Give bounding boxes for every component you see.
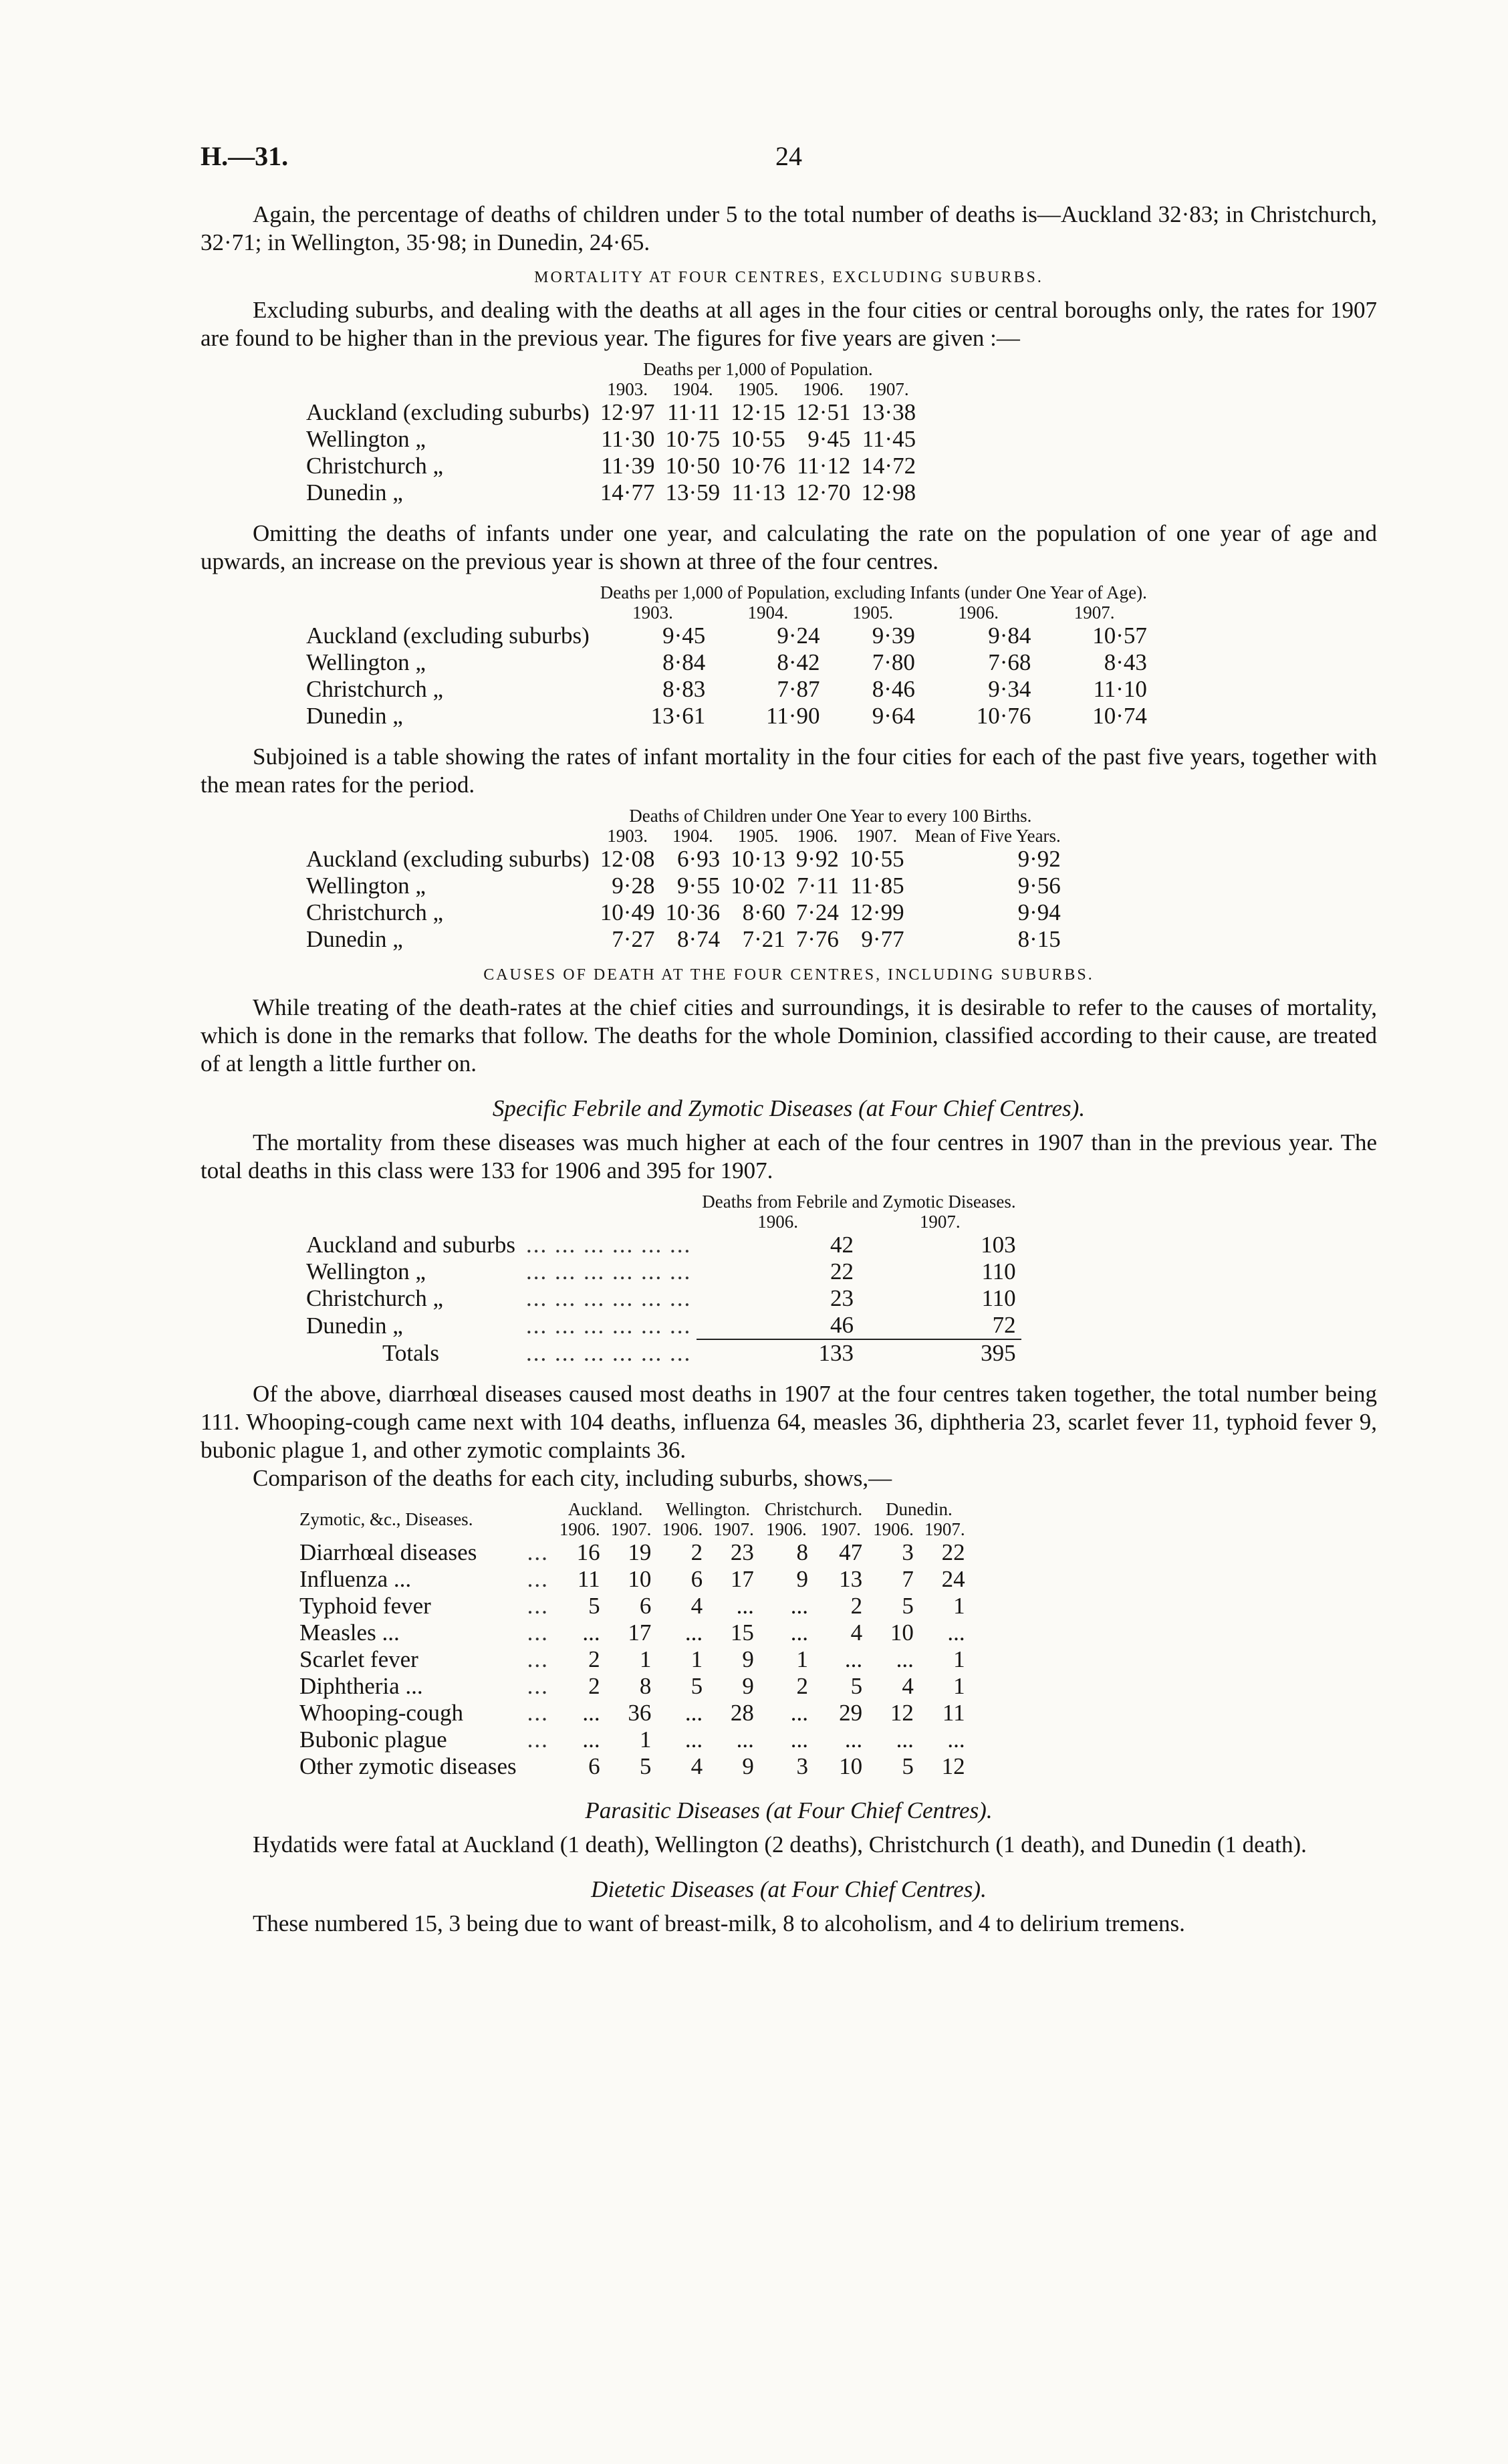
year-header: 1906. bbox=[803, 379, 844, 399]
table-deaths-per-1000 bbox=[301, 359, 1377, 506]
cell: 8·60 bbox=[742, 899, 785, 925]
cell: ... bbox=[844, 1646, 863, 1672]
row-label: Auckland (excluding suburbs) bbox=[306, 846, 590, 872]
row-label: Wellington „ bbox=[306, 426, 426, 452]
section-heading-mortality: MORTALITY AT FOUR CENTRES, EXCLUDING SUBURBS. bbox=[534, 269, 1043, 286]
leader-dots: ... bbox=[527, 1539, 549, 1565]
cell: 17 bbox=[628, 1619, 652, 1646]
cell: ... bbox=[790, 1700, 808, 1726]
cell: 7·76 bbox=[795, 926, 839, 952]
row-label: Typhoid fever bbox=[299, 1593, 431, 1619]
cell: 8·43 bbox=[1104, 649, 1147, 675]
cell: 7·80 bbox=[872, 649, 915, 675]
year-header: 1904. bbox=[672, 826, 713, 846]
leader-dots: ... bbox=[527, 1673, 549, 1699]
cell: 1 bbox=[639, 1726, 652, 1753]
cell: 5 bbox=[588, 1593, 600, 1619]
table-row bbox=[301, 623, 1152, 649]
city-header: Christchurch. bbox=[764, 1499, 863, 1519]
leader-dots: ... bbox=[527, 1593, 549, 1619]
cell: 9·94 bbox=[1017, 899, 1061, 925]
table-row bbox=[294, 1566, 971, 1593]
cell: 1 bbox=[690, 1646, 703, 1672]
cell: 12·70 bbox=[795, 479, 851, 506]
cell: 10·50 bbox=[665, 453, 721, 479]
row-label: Dunedin „ bbox=[306, 479, 403, 506]
table-row bbox=[301, 846, 1066, 873]
cell: 9·84 bbox=[988, 623, 1031, 649]
leader-dots: ... ... ... ... ... ... bbox=[526, 1339, 692, 1366]
cell: 10·76 bbox=[976, 703, 1031, 729]
total-cell: 395 bbox=[859, 1339, 1021, 1367]
cell: 22 bbox=[941, 1539, 965, 1565]
cell: ... bbox=[736, 1726, 754, 1753]
table-row bbox=[294, 1593, 971, 1619]
cell: 4 bbox=[690, 1593, 703, 1619]
cell: 5 bbox=[902, 1593, 914, 1619]
cell: 9·39 bbox=[872, 623, 915, 649]
cell: 12·15 bbox=[731, 399, 785, 425]
table-row bbox=[301, 1258, 1021, 1285]
cell: 12·99 bbox=[849, 899, 904, 925]
cell: ... bbox=[582, 1619, 600, 1646]
cell: 9·55 bbox=[676, 873, 721, 899]
cell: 9 bbox=[796, 1566, 808, 1592]
year-header: 1906. bbox=[873, 1519, 914, 1539]
cell: 7·27 bbox=[612, 926, 655, 952]
year-header: 1906. bbox=[797, 826, 838, 846]
cell: 16 bbox=[576, 1539, 600, 1565]
cell: 10 bbox=[839, 1753, 863, 1779]
cell: 7·87 bbox=[777, 676, 820, 702]
cell: 10·36 bbox=[665, 899, 721, 925]
row-label: Wellington „ bbox=[306, 873, 426, 899]
cell: 46 bbox=[830, 1312, 854, 1338]
year-header: 1903. bbox=[607, 826, 648, 846]
cell: 1 bbox=[953, 1646, 965, 1672]
cell: 9·34 bbox=[988, 676, 1031, 702]
year-header: 1907. bbox=[713, 1519, 754, 1539]
leader-dots: ... ... ... ... ... ... bbox=[526, 1232, 692, 1258]
year-header: 1907. bbox=[1074, 602, 1115, 623]
cell: 2 bbox=[796, 1673, 808, 1699]
mortality-paragraph: Excluding suburbs, and dealing with the deaths at all ages in the four cities or central boroughs only, the rates for 1907 are found to be higher than in the previous year. The figures for five years are given :— bbox=[201, 297, 1377, 351]
cell: 11·45 bbox=[862, 426, 916, 452]
section-heading-causes: CAUSES OF DEATH AT THE FOUR CENTRES, INCLUDING SUBURBS. bbox=[483, 966, 1094, 984]
parasitic-paragraph: Hydatids were fatal at Auckland (1 death), Wellington (2 deaths), Christchurch (1 death), and Dunedin (1 death). bbox=[253, 1831, 1307, 1858]
cell: ... bbox=[582, 1700, 600, 1726]
diarrhoeal-paragraph: Of the above, diarrhœal diseases caused most deaths in 1907 at the four centres taken together, the total number being 111. Whooping-cough came next with 104 deaths, influenza 64, measles 36, diphtheria 23, scarlet fever 11, typhoid fever 9, bubonic plague 1, and other zymotic complaints 36. bbox=[201, 1381, 1377, 1463]
table-row bbox=[294, 1726, 971, 1753]
cell: 12 bbox=[941, 1753, 965, 1779]
cell: 1 bbox=[796, 1646, 808, 1672]
cell: ... bbox=[790, 1619, 808, 1646]
subheading-zymotic: Specific Febrile and Zymotic Diseases (at Four Chief Centres). bbox=[492, 1095, 1086, 1121]
cell: ... bbox=[844, 1726, 863, 1753]
cell: 8·42 bbox=[777, 649, 820, 675]
cell: 6·93 bbox=[676, 846, 721, 872]
leader-dots: ... bbox=[527, 1646, 549, 1672]
cell: 12·51 bbox=[795, 399, 851, 425]
cell: ... bbox=[896, 1726, 914, 1753]
cell: ... bbox=[582, 1726, 600, 1753]
cell: 9 bbox=[742, 1646, 754, 1672]
leader-dots: ... ... ... ... ... ... bbox=[526, 1258, 692, 1284]
table-row bbox=[301, 1232, 1021, 1258]
cell: ... bbox=[684, 1726, 703, 1753]
table-row bbox=[294, 1646, 971, 1673]
cell: ... bbox=[790, 1593, 808, 1619]
cell: 9·92 bbox=[1017, 846, 1061, 872]
cell: 10·75 bbox=[665, 426, 721, 452]
row-label: Other zymotic diseases bbox=[299, 1753, 517, 1779]
table-row bbox=[301, 703, 1152, 730]
row-label: Wellington „ bbox=[306, 1258, 426, 1284]
cell: 110 bbox=[981, 1285, 1016, 1311]
row-label: Auckland and suburbs bbox=[306, 1232, 516, 1258]
table-row bbox=[294, 1539, 971, 1566]
year-header: 1905. bbox=[737, 826, 779, 846]
cell: 8·46 bbox=[872, 676, 915, 702]
cell: 9·24 bbox=[777, 623, 820, 649]
table-row bbox=[301, 899, 1066, 926]
cell: 72 bbox=[992, 1312, 1016, 1338]
year-header: 1905. bbox=[737, 379, 779, 399]
cell: 22 bbox=[830, 1258, 854, 1284]
year-header: 1906. bbox=[757, 1212, 798, 1232]
cell: ... bbox=[684, 1700, 703, 1726]
cell: 6 bbox=[690, 1566, 703, 1592]
cell: 13·61 bbox=[650, 703, 706, 729]
year-header: 1907. bbox=[919, 1212, 961, 1232]
cell: ... bbox=[736, 1593, 754, 1619]
leader-dots: ... bbox=[527, 1700, 549, 1726]
cell: 8 bbox=[639, 1673, 652, 1699]
total-cell: 133 bbox=[697, 1339, 859, 1367]
row-label: Dunedin „ bbox=[306, 926, 403, 952]
table-row bbox=[301, 926, 1066, 953]
causes-paragraph: While treating of the death-rates at the chief cities and surroundings, it is desirable to refer to the causes of mortality, which is done in the remarks that follow. The deaths for the whole Dominion, classified according to their cause, are treated of at length a little further on. bbox=[201, 994, 1377, 1077]
cell: 12·97 bbox=[600, 399, 655, 425]
cell: 9·56 bbox=[1017, 873, 1061, 899]
cell: 10·13 bbox=[731, 846, 785, 872]
row-label: Dunedin „ bbox=[306, 703, 403, 729]
cell: 10·57 bbox=[1092, 623, 1147, 649]
cell: 9 bbox=[742, 1673, 754, 1699]
cell: 36 bbox=[628, 1700, 652, 1726]
table-febrile-zymotic bbox=[301, 1192, 1377, 1367]
year-header: 1906. bbox=[559, 1519, 600, 1539]
cell: ... bbox=[684, 1619, 703, 1646]
cell: 11·13 bbox=[731, 479, 785, 506]
year-header: 1907. bbox=[820, 1519, 861, 1539]
cell: 11·30 bbox=[601, 426, 655, 452]
row-label: Bubonic plague bbox=[299, 1726, 447, 1753]
row-label: Whooping-cough bbox=[299, 1700, 463, 1726]
table-row bbox=[301, 1312, 1021, 1339]
cell: 2 bbox=[850, 1593, 863, 1619]
cell: 11·85 bbox=[850, 873, 904, 899]
leader-dots bbox=[522, 1753, 554, 1780]
cell: 15 bbox=[730, 1619, 754, 1646]
table-row bbox=[301, 426, 921, 453]
cell: 110 bbox=[981, 1258, 1016, 1284]
table-row bbox=[301, 676, 1152, 703]
cell: 47 bbox=[839, 1539, 863, 1565]
cell: ... bbox=[896, 1646, 914, 1672]
cell: 10·74 bbox=[1092, 703, 1147, 729]
table-deaths-excluding-infants bbox=[301, 582, 1377, 730]
leader-dots: ... ... ... ... ... ... bbox=[526, 1312, 692, 1339]
cell: 7 bbox=[902, 1566, 914, 1592]
cell: 12·08 bbox=[600, 846, 655, 872]
cell: 11·12 bbox=[797, 453, 851, 479]
row-label: Auckland (excluding suburbs) bbox=[306, 623, 590, 649]
cell: 2 bbox=[588, 1646, 600, 1672]
cell: 2 bbox=[588, 1673, 600, 1699]
year-header: 1907. bbox=[856, 826, 898, 846]
table-caption: Deaths of Children under One Year to every 100 Births. bbox=[629, 806, 1032, 826]
cell: 12·98 bbox=[861, 479, 916, 506]
col-label: Zymotic, &c., Diseases. bbox=[299, 1509, 473, 1529]
cell: 11·39 bbox=[601, 453, 655, 479]
table-row bbox=[294, 1673, 971, 1700]
year-header: 1906. bbox=[766, 1519, 807, 1539]
cell: 10·49 bbox=[600, 899, 655, 925]
row-label: Wellington „ bbox=[306, 649, 426, 675]
row-label: Auckland (excluding suburbs) bbox=[306, 399, 590, 425]
cell: 4 bbox=[902, 1673, 914, 1699]
report-reference: H.—31. bbox=[201, 141, 289, 171]
cell: 103 bbox=[981, 1232, 1016, 1258]
table-row bbox=[301, 1285, 1021, 1312]
row-label: Christchurch „ bbox=[306, 899, 444, 925]
year-header: 1905. bbox=[852, 602, 894, 623]
cell: 7·21 bbox=[742, 926, 785, 952]
row-label: Diphtheria ... bbox=[299, 1673, 423, 1699]
year-header: 1904. bbox=[747, 602, 789, 623]
cell: 5 bbox=[902, 1753, 914, 1779]
subheading-dietetic: Dietetic Diseases (at Four Chief Centres). bbox=[591, 1876, 987, 1902]
infant-mortality-paragraph: Subjoined is a table showing the rates of infant mortality in the four cities for each of the past five years, together with the mean rates for the period. bbox=[201, 744, 1377, 798]
cell: 11 bbox=[577, 1566, 600, 1592]
cell: 8·15 bbox=[1017, 926, 1061, 952]
cell: 2 bbox=[690, 1539, 703, 1565]
cell: 8·84 bbox=[662, 649, 706, 675]
cell: 9·28 bbox=[612, 873, 655, 899]
subheading-parasitic: Parasitic Diseases (at Four Chief Centres). bbox=[585, 1797, 993, 1823]
cell: 8·83 bbox=[662, 676, 706, 702]
cell: 13 bbox=[839, 1566, 863, 1592]
cell: 13·38 bbox=[861, 399, 916, 425]
cell: 8 bbox=[796, 1539, 808, 1565]
cell: 6 bbox=[588, 1753, 600, 1779]
cell: 11·10 bbox=[1093, 676, 1147, 702]
totals-row bbox=[301, 1339, 1021, 1367]
cell: 9·64 bbox=[872, 703, 915, 729]
year-header: 1906. bbox=[958, 602, 999, 623]
intro-paragraph: Again, the percentage of deaths of children under 5 to the total number of deaths is—Auckland 32·83; in Christchurch, 32·71; in Wellington, 35·98; in Dunedin, 24·65. bbox=[201, 201, 1377, 255]
cell: 4 bbox=[850, 1619, 863, 1646]
cell: 42 bbox=[830, 1232, 854, 1258]
row-label: Diarrhœal diseases bbox=[299, 1539, 477, 1565]
cell: 9·77 bbox=[861, 926, 904, 952]
leader-dots: ... ... ... ... ... ... bbox=[526, 1285, 692, 1311]
cell: 10 bbox=[890, 1619, 914, 1646]
cell: 28 bbox=[730, 1700, 754, 1726]
row-label: Influenza ... bbox=[299, 1566, 412, 1592]
cell: 9·92 bbox=[795, 846, 839, 872]
cell: 11 bbox=[942, 1700, 965, 1726]
cell: ... bbox=[947, 1726, 965, 1753]
cell: 1 bbox=[953, 1673, 965, 1699]
cell: 10·55 bbox=[849, 846, 904, 872]
cell: 9·45 bbox=[662, 623, 706, 649]
city-header: Auckland. bbox=[568, 1499, 643, 1519]
year-header: 1903. bbox=[632, 602, 673, 623]
city-header: Dunedin. bbox=[885, 1499, 953, 1519]
cell: 14·72 bbox=[861, 453, 916, 479]
cell: 3 bbox=[796, 1753, 808, 1779]
cell: 10·55 bbox=[731, 426, 785, 452]
city-header: Wellington. bbox=[666, 1499, 751, 1519]
table-caption: Deaths per 1,000 of Population. bbox=[643, 359, 873, 379]
cell: 11·90 bbox=[766, 703, 820, 729]
cell: 9·45 bbox=[807, 426, 851, 452]
cell: 5 bbox=[850, 1673, 863, 1699]
cell: ... bbox=[790, 1726, 808, 1753]
page-header bbox=[201, 134, 1377, 201]
leader-dots: ... bbox=[527, 1726, 549, 1753]
cell: 10·76 bbox=[731, 453, 785, 479]
cell: 1 bbox=[953, 1593, 965, 1619]
cell: 7·24 bbox=[795, 899, 839, 925]
cell: 24 bbox=[941, 1566, 965, 1592]
totals-label: Totals bbox=[382, 1339, 440, 1366]
cell: ... bbox=[947, 1619, 965, 1646]
year-header: 1904. bbox=[672, 379, 713, 399]
cell: 3 bbox=[902, 1539, 914, 1565]
row-label: Christchurch „ bbox=[306, 453, 444, 479]
table-caption: Deaths from Febrile and Zymotic Diseases. bbox=[702, 1192, 1016, 1212]
table-row bbox=[301, 453, 921, 479]
cell: 13·59 bbox=[665, 479, 721, 506]
row-label: Dunedin „ bbox=[306, 1312, 403, 1339]
year-header: 1907. bbox=[610, 1519, 652, 1539]
cell: 19 bbox=[628, 1539, 652, 1565]
cell: 14·77 bbox=[600, 479, 655, 506]
cell: 4 bbox=[690, 1753, 703, 1779]
zymotic-paragraph: The mortality from these diseases was much higher at each of the four centres in 1907 than in the previous year. The total deaths in this class were 133 for 1906 and 395 for 1907. bbox=[201, 1129, 1377, 1184]
table-infant-mortality bbox=[301, 806, 1377, 953]
row-label: Scarlet fever bbox=[299, 1646, 418, 1672]
cell: 5 bbox=[690, 1673, 703, 1699]
dietetic-paragraph: These numbered 15, 3 being due to want of breast-milk, 8 to alcoholism, and 4 to delirium tremens. bbox=[253, 1910, 1185, 1936]
infants-paragraph: Omitting the deaths of infants under one year, and calculating the rate on the population of one year of age and upwards, an increase on the previous year is shown at three of the four centres. bbox=[201, 520, 1377, 574]
table-row bbox=[294, 1700, 971, 1726]
leader-dots: ... bbox=[527, 1566, 549, 1592]
row-label: Measles ... bbox=[299, 1619, 400, 1646]
table-row bbox=[301, 399, 921, 426]
table-row bbox=[301, 479, 921, 506]
year-header: 1907. bbox=[868, 379, 909, 399]
year-header: 1906. bbox=[662, 1519, 703, 1539]
year-header: 1903. bbox=[607, 379, 648, 399]
cell: 8·74 bbox=[676, 926, 721, 952]
table-caption: Deaths per 1,000 of Population, excluding Infants (under One Year of Age). bbox=[600, 582, 1147, 602]
cell: 7·68 bbox=[988, 649, 1031, 675]
cell: 17 bbox=[730, 1566, 754, 1592]
cell: 7·11 bbox=[797, 873, 839, 899]
page-number: 24 bbox=[775, 141, 802, 171]
mean-header: Mean of Five Years. bbox=[914, 826, 1061, 846]
cell: 10 bbox=[628, 1566, 652, 1592]
cell: 1 bbox=[639, 1646, 652, 1672]
cell: 6 bbox=[639, 1593, 652, 1619]
cell: 11·11 bbox=[667, 399, 721, 425]
table-row bbox=[294, 1753, 971, 1780]
row-label: Christchurch „ bbox=[306, 1285, 444, 1311]
row-label: Christchurch „ bbox=[306, 676, 444, 702]
table-row bbox=[294, 1619, 971, 1646]
cell: 10·02 bbox=[731, 873, 785, 899]
cell: 23 bbox=[830, 1285, 854, 1311]
table-row bbox=[301, 649, 1152, 676]
cell: 29 bbox=[839, 1700, 863, 1726]
cell: 12 bbox=[890, 1700, 914, 1726]
cell: 23 bbox=[730, 1539, 754, 1565]
comparison-paragraph: Comparison of the deaths for each city, including suburbs, shows,— bbox=[253, 1465, 892, 1491]
cell: 5 bbox=[639, 1753, 652, 1779]
page-body bbox=[201, 134, 1377, 1938]
leader-dots: ... bbox=[527, 1619, 549, 1646]
table-zymotic-by-city bbox=[294, 1499, 1377, 1780]
cell: 9 bbox=[742, 1753, 754, 1779]
year-header: 1907. bbox=[924, 1519, 965, 1539]
table-row bbox=[301, 873, 1066, 899]
